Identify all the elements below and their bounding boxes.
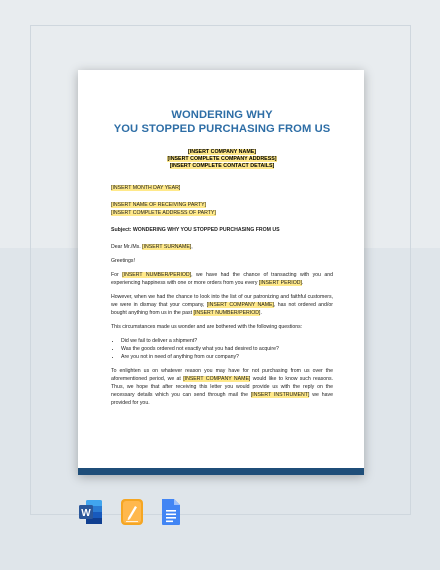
paragraph-1-text-b: , we have had the chance of transacting with you and experiencing happiness with one or more orders from you every [111,271,333,286]
svg-text:W: W [81,508,91,519]
title-line-2: YOU STOPPED PURCHASING FROM US [113,123,331,135]
word-icon[interactable] [78,498,102,526]
title-line-1: WONDERING WHY [171,109,273,121]
list-item: • Did we fail to deliver a shipment? [121,337,333,345]
company-address-placeholder: [INSERT COMPLETE COMPANY ADDRESS] [167,156,277,163]
recipient-address-placeholder: [INSERT COMPLETE ADDRESS OF PARTY] [111,209,216,216]
google-docs-icon[interactable] [160,498,184,526]
surname-placeholder: [INSERT SURNAME] [142,243,192,250]
salutation [111,243,333,251]
paragraph-4-text-c: we have provided for you. [111,391,333,406]
list-item: • Are you not in need of anything from our company? [121,353,333,361]
subject-line: Subject: WONDERING WHY YOU STOPPED PURCHASING FROM US [111,226,280,233]
paragraph-1 [111,271,333,287]
salutation-prefix: Dear Mr./Ms. [111,243,141,250]
question-list [111,337,333,361]
company-block [111,149,333,171]
paragraph-2-text-c: . [260,309,262,316]
document-content [111,108,333,407]
paragraph-2 [111,293,333,317]
salutation-suffix: , [191,243,193,250]
document-page [78,70,364,475]
paragraph-4-text-a: To enlighten us on whatever reason you may have for not purchasing from us over the aforementioned period, we at [111,367,333,382]
date-placeholder: [INSERT MONTH DAY YEAR] [111,184,181,191]
paragraph-3: This circumstances made us wonder and are bothered with the following questions: [111,323,303,330]
pages-icon[interactable] [120,498,144,526]
paragraph-4-text-b: would like to know such reasons. Thus, we hope that after receiving this letter you would provide us with the reply on the necessary details which you can send through mail the [111,375,334,398]
company-name-placeholder-3: [INSERT COMPANY NAME] [183,375,251,382]
paragraph-1-text-a: For [111,271,123,278]
recipient-name-placeholder: [INSERT NAME OF RECEIVING PARTY] [111,201,207,208]
number-period-placeholder-2: [INSERT NUMBER/PERIOD] [193,309,261,316]
number-period-placeholder: [INSERT NUMBER/PERIOD] [122,271,192,278]
period-placeholder: [INSERT PERIOD] [258,279,302,286]
paragraph-1-text-c: . [301,279,304,286]
format-icons [78,498,188,528]
instrument-placeholder: [INSERT INSTRUMENT] [250,391,310,398]
company-contact-placeholder: [INSERT COMPLETE CONTACT DETAILS] [169,163,275,170]
document-title [111,108,333,136]
company-name-placeholder: [INSERT COMPANY NAME] [187,149,257,155]
list-item: • Was the goods ordered not exactly what you had desired to acquire? [121,345,333,353]
paragraph-2-text-a: However, when we had the chance to look into the list of our patronizing and faithful customers, we were in dismay that your company, [111,293,333,308]
paragraph-2-text-b: , has not ordered and/or bought anything from us in the past [111,301,334,316]
paragraph-4 [111,367,333,407]
greeting: Greetings! [111,257,135,264]
page-footer-bar [78,468,364,475]
company-name-placeholder-2: [INSERT COMPANY NAME] [206,301,274,308]
